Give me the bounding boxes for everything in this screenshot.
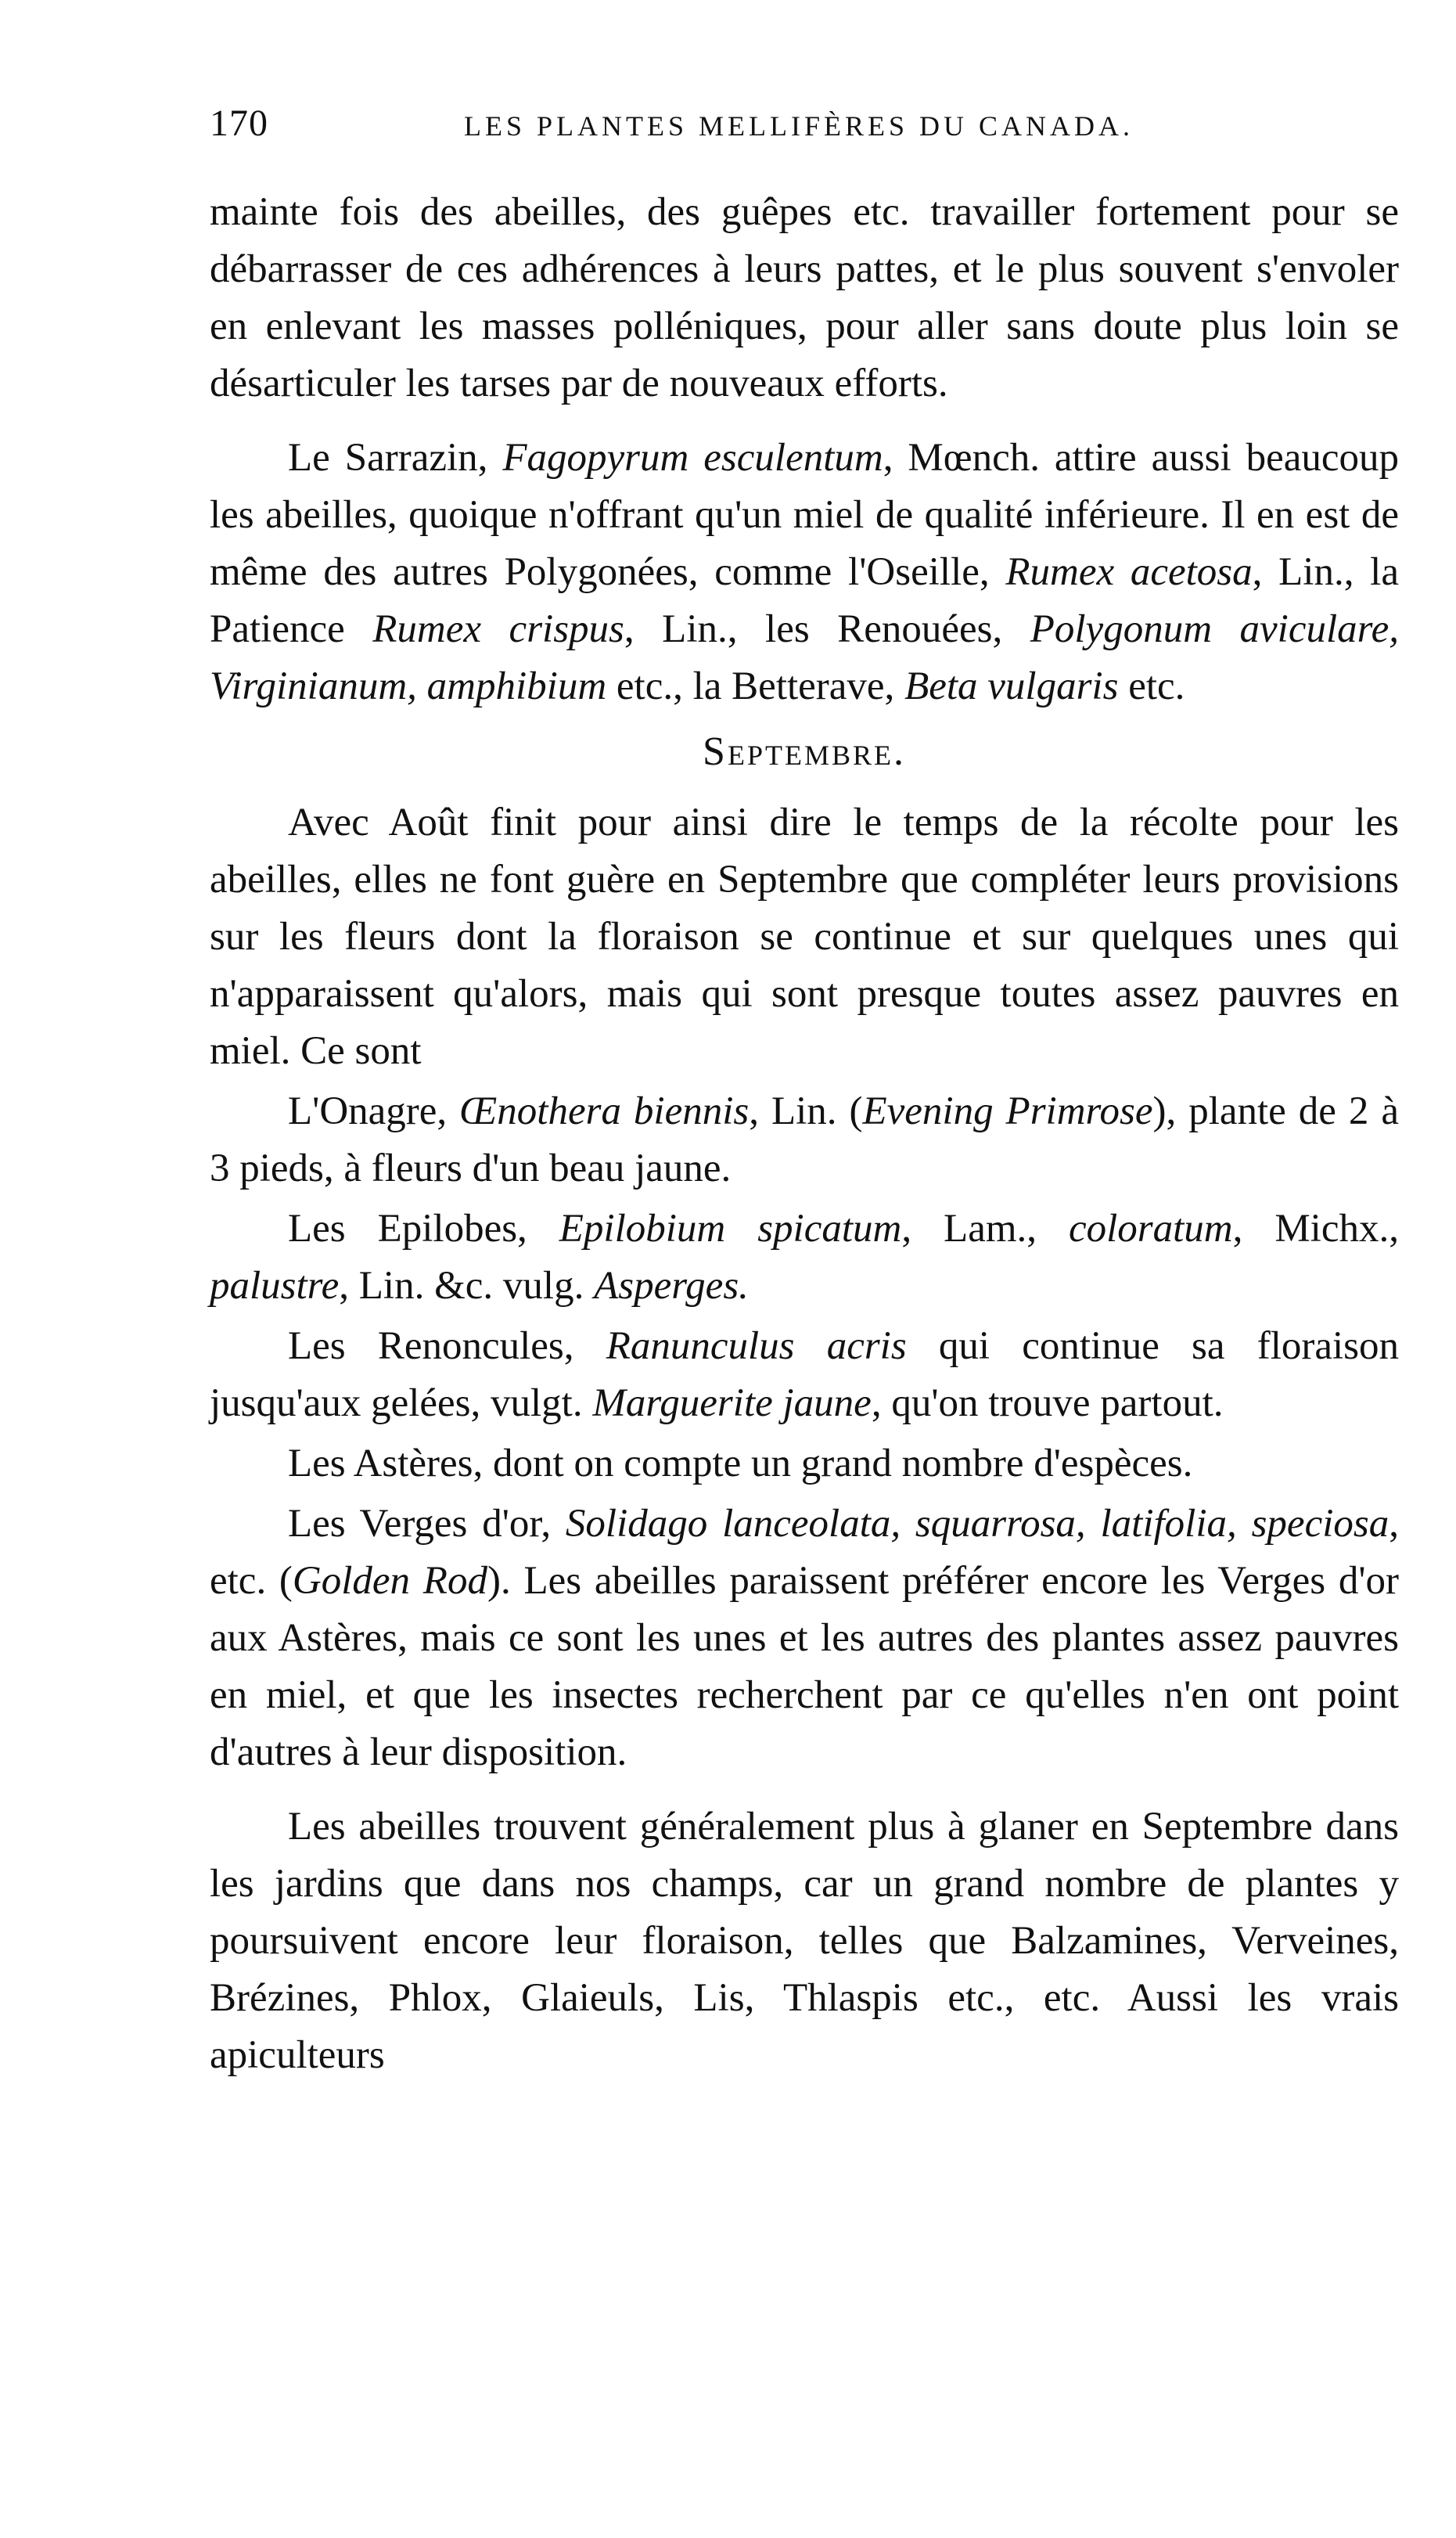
common-name: Asperges. xyxy=(594,1264,749,1308)
text-run: , Lam., xyxy=(901,1207,1069,1251)
body-text xyxy=(210,184,1399,2084)
text-run: ), plante de 2 à 3 pieds, à fleurs d'un beau jaune. xyxy=(210,1089,1399,1190)
text-run: etc. xyxy=(1118,664,1185,708)
paragraph-verges-dor xyxy=(210,1496,1399,1781)
text-run: , Lin. &c. vulg. xyxy=(339,1264,595,1308)
latin-name: palustre xyxy=(210,1264,340,1308)
running-title: LES PLANTES MELLIFÈRES DU CANADA. xyxy=(464,110,1134,142)
text-run: etc., la Betterave, xyxy=(606,664,905,708)
text-run: Les Renoncules, xyxy=(288,1324,606,1368)
latin-name: coloratum xyxy=(1068,1207,1233,1251)
text-run: , qu'on trouve partout. xyxy=(871,1381,1224,1425)
paragraph-epilobes xyxy=(210,1201,1399,1315)
paragraph-continuation: mainte fois des abeilles, des guêpes etc. travailler fortement pour se débarrasser de ces adhérences à leurs pattes, et le plus souvent s'envoler en enlevant les masses polléniques, pour aller sans doute plus loin se désarticuler les tarses par de nouveaux efforts. xyxy=(210,190,1399,405)
text-run: Les Verges d'or, xyxy=(288,1502,566,1546)
text-run: , Michx., xyxy=(1232,1207,1399,1251)
text-run: , Lin. ( xyxy=(749,1089,863,1133)
common-name: Marguerite jaune xyxy=(592,1381,872,1425)
paragraph-sarrazin xyxy=(210,430,1399,715)
text-run: , Lin., les Renouées, xyxy=(624,607,1030,651)
latin-name: Solidago lanceolata, squarrosa, latifolia, speciosa xyxy=(565,1502,1389,1546)
paragraph-asteres: Les Astères, dont on compte un grand nombre d'espèces. xyxy=(288,1442,1193,1485)
text-run: Le Sarrazin, xyxy=(288,436,503,480)
text-run: , Lin., la Patience xyxy=(210,550,1399,651)
paragraph-renoncules xyxy=(210,1318,1399,1432)
latin-name: Fagopyrum esculentum xyxy=(502,436,883,480)
text-run: ). Les abeilles paraissent préférer encore les Verges d'or aux Astères, mais ce sont les unes et les autres des plantes assez pauvres en miel, et que les insectes recherchent par ce qu'elles n'en ont point d'autres à leur disposition. xyxy=(210,1559,1399,1774)
latin-name: Rumex acetosa xyxy=(1005,550,1253,594)
page-number: 170 xyxy=(210,103,268,144)
text-run: L'Onagre, xyxy=(288,1089,460,1133)
latin-name: Œnothera biennis xyxy=(459,1089,750,1133)
paragraph-jardins: Les abeilles trouvent généralement plus à glaner en Septembre dans les jardins que dans nos champs, car un grand nombre de plantes y poursuivent encore leur floraison, telles que Balzamines, Verveines, Brézines, Phlox, Glaieuls, Lis, Thlaspis etc., etc. Aussi les vrais apiculteurs xyxy=(210,1805,1399,2077)
section-heading: Septembre. xyxy=(703,729,906,774)
text-run: , etc. ( xyxy=(210,1502,1399,1603)
latin-name: Beta vulgaris xyxy=(904,664,1119,708)
latin-name: Polygonum aviculare, Virginianum, amphibium xyxy=(210,607,1399,708)
paragraph-onagre xyxy=(210,1083,1399,1197)
latin-name: Rumex crispus xyxy=(372,607,624,651)
text-run: qui continue sa floraison jusqu'aux gelées, vulgt. xyxy=(210,1324,1399,1425)
page-header xyxy=(210,102,1399,157)
text-run: Les Epilobes, xyxy=(288,1207,559,1251)
common-name: Golden Rod xyxy=(292,1559,487,1603)
latin-name: Epilobium spicatum xyxy=(559,1207,902,1251)
common-name: Evening Primrose xyxy=(862,1089,1153,1133)
latin-name: Ranunculus acris xyxy=(606,1324,907,1368)
text-run: , Mœnch. attire aussi beaucoup les abeilles, quoique n'offrant qu'un miel de qualité inférieure. Il en est de même des autres Polygonées, comme l'Oseille, xyxy=(210,436,1399,594)
paragraph-septembre-intro: Avec Août finit pour ainsi dire le temps de la récolte pour les abeilles, elles ne font guère en Septembre que compléter leurs provisions sur les fleurs dont la floraison se continue et sur quelques unes qui n'apparaissent qu'alors, mais qui sont presque toutes assez pauvres en miel. Ce sont xyxy=(210,801,1399,1073)
